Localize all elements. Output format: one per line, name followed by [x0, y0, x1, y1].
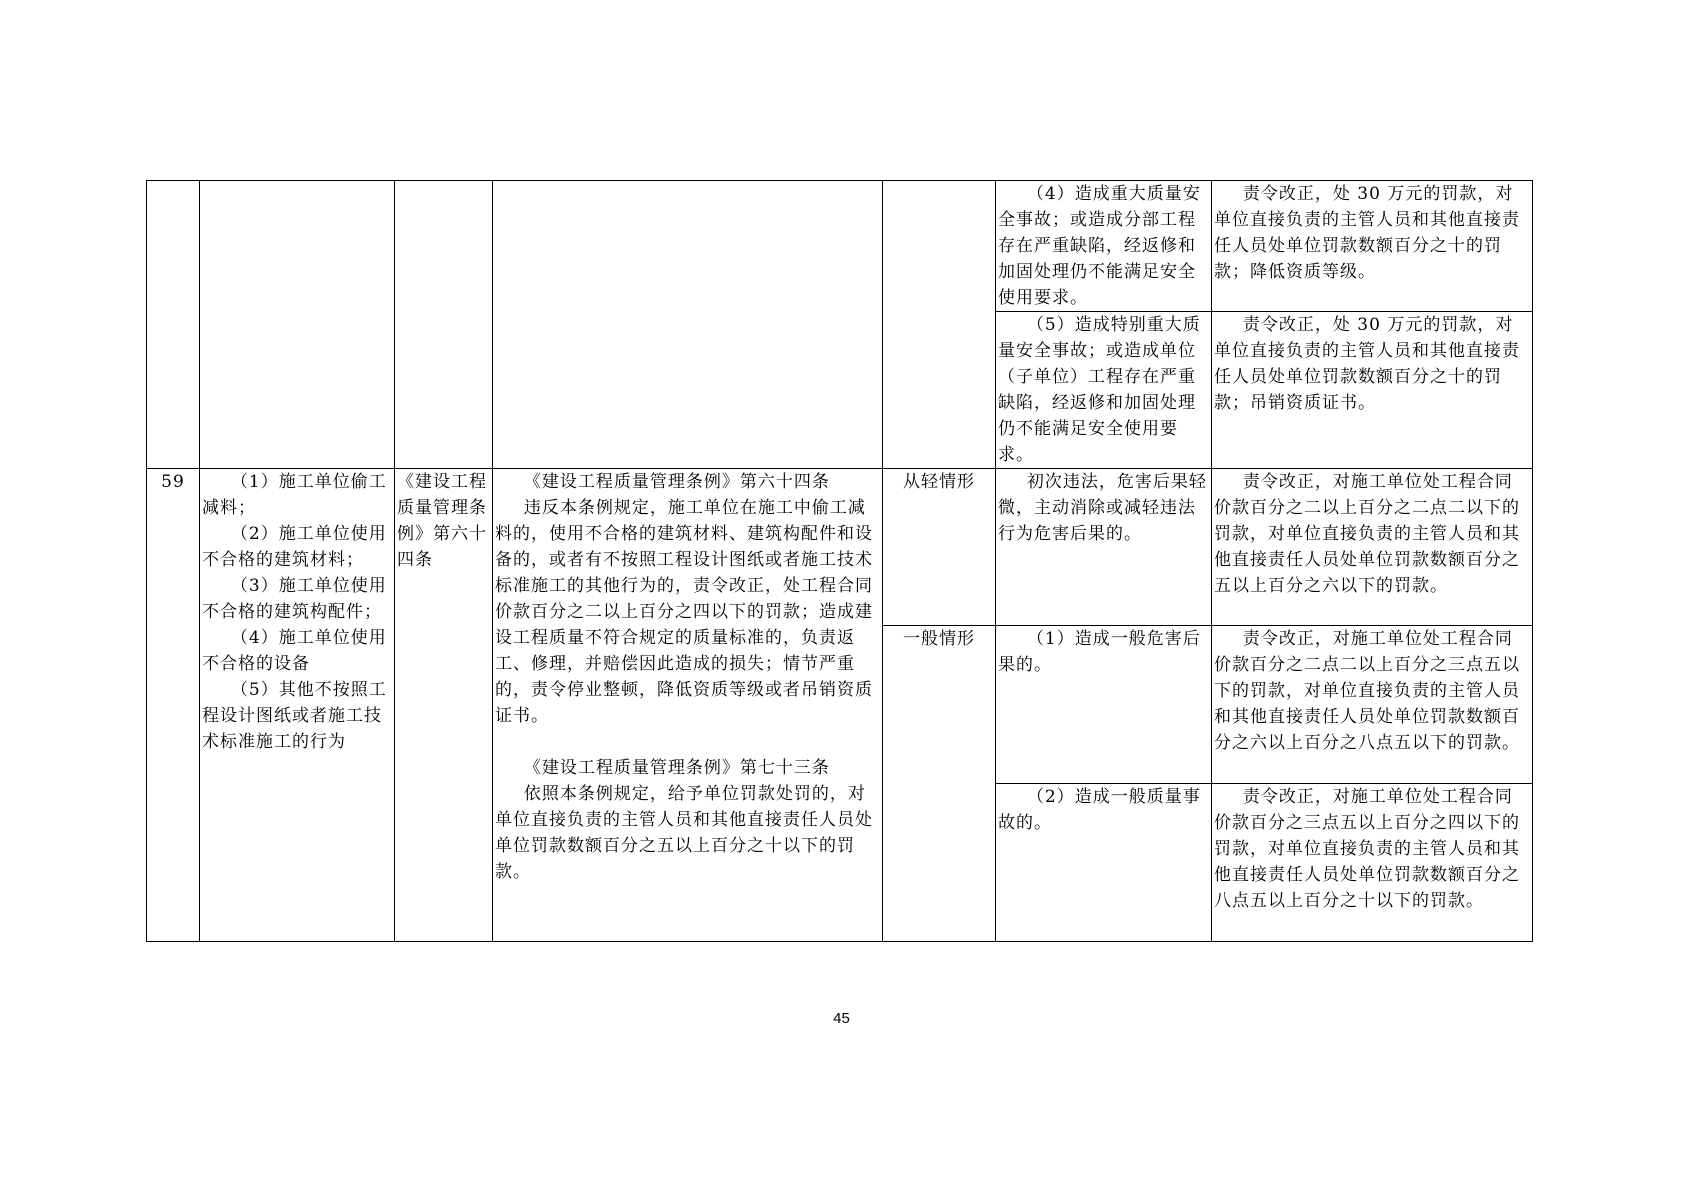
- clause-text-cell: [493, 469, 883, 942]
- clause-text: 依照本条例规定，给予单位罚款处罚的，对单位直接负责的主管人员和其他直接责任人员处单位罚款数额百分之五以上百分之十以下的罚款。: [495, 784, 873, 882]
- basis-cell-empty: [395, 181, 493, 469]
- behavior-item: （5）其他不按照工程设计图纸或者施工技术标准施工的行为: [202, 680, 387, 752]
- level-cell-empty: [883, 181, 996, 469]
- situation-cell: 初次违法，危害后果轻微，主动消除或减轻违法行为危害后果的。: [996, 469, 1212, 626]
- table-row: [147, 469, 1533, 626]
- number-cell-empty: [147, 181, 200, 469]
- behavior-cell: [200, 469, 395, 942]
- behavior-item: （2）施工单位使用不合格的建筑材料；: [202, 524, 387, 570]
- penalty-cell: 责令改正，对施工单位处工程合同价款百分之二以上百分之二点二以下的罚款，对单位直接负责的主管人员和其他直接责任人员处单位罚款数额百分之五以上百分之六以下的罚款。: [1212, 469, 1533, 626]
- level-light: 从轻情形: [883, 469, 996, 626]
- table-row: [147, 181, 1533, 312]
- penalty-cell: 责令改正，处 30 万元的罚款，对单位直接负责的主管人员和其他直接责任人员处单位罚款数额百分之十的罚款；降低资质等级。: [1212, 181, 1533, 312]
- clause-cell-empty: [493, 181, 883, 469]
- behavior-item: （4）施工单位使用不合格的设备: [202, 628, 387, 674]
- clause-title: 《建设工程质量管理条例》第七十三条: [523, 758, 830, 778]
- level-general: 一般情形: [883, 626, 996, 942]
- behavior-item: （3）施工单位使用不合格的建筑构配件；: [202, 576, 387, 622]
- item-number: 59: [147, 469, 200, 942]
- penalty-cell: 责令改正，处 30 万元的罚款，对单位直接负责的主管人员和其他直接责任人员处单位罚款数额百分之十的罚款；吊销资质证书。: [1212, 312, 1533, 469]
- legal-basis-cell: 《建设工程质量管理条例》第六十四条: [395, 469, 493, 942]
- behavior-item: （1）施工单位偷工减料；: [202, 472, 387, 518]
- situation-cell: （5）造成特别重大质量安全事故；或造成单位（子单位）工程存在严重缺陷，经返修和加固处理仍不能满足安全使用要求。: [996, 312, 1212, 469]
- penalty-standard-table: [146, 180, 1533, 942]
- clause-spacer: [495, 729, 880, 755]
- penalty-cell: 责令改正，对施工单位处工程合同价款百分之三点五以上百分之四以下的罚款，对单位直接负责的主管人员和其他直接责任人员处单位罚款数额百分之八点五以上百分之十以下的罚款。: [1212, 784, 1533, 942]
- situation-cell: （4）造成重大质量安全事故；或造成分部工程存在严重缺陷，经返修和加固处理仍不能满足安全使用要求。: [996, 181, 1212, 312]
- behavior-cell-empty: [200, 181, 395, 469]
- situation-cell: （1）造成一般危害后果的。: [996, 626, 1212, 784]
- situation-cell: （2）造成一般质量事故的。: [996, 784, 1212, 942]
- clause-title: 《建设工程质量管理条例》第六十四条: [523, 472, 830, 492]
- clause-text: 违反本条例规定，施工单位在施工中偷工减料的，使用不合格的建筑材料、建筑构配件和设备的，或者有不按照工程设计图纸或者施工技术标准施工的其他行为的，责令改正，处工程合同价款百分之二以上百分之四以下的罚款；造成建设工程质量不符合规定的质量标准的，负责返工、修理，并赔偿因此造成的损失；情节严重的，责令停业整顿，降低资质等级或者吊销资质证书。: [495, 498, 873, 726]
- page-number: 45: [833, 1010, 850, 1027]
- penalty-cell: 责令改正，对施工单位处工程合同价款百分之二点二以上百分之三点五以下的罚款，对单位直接负责的主管人员和其他直接责任人员处单位罚款数额百分之六以上百分之八点五以下的罚款。: [1212, 626, 1533, 784]
